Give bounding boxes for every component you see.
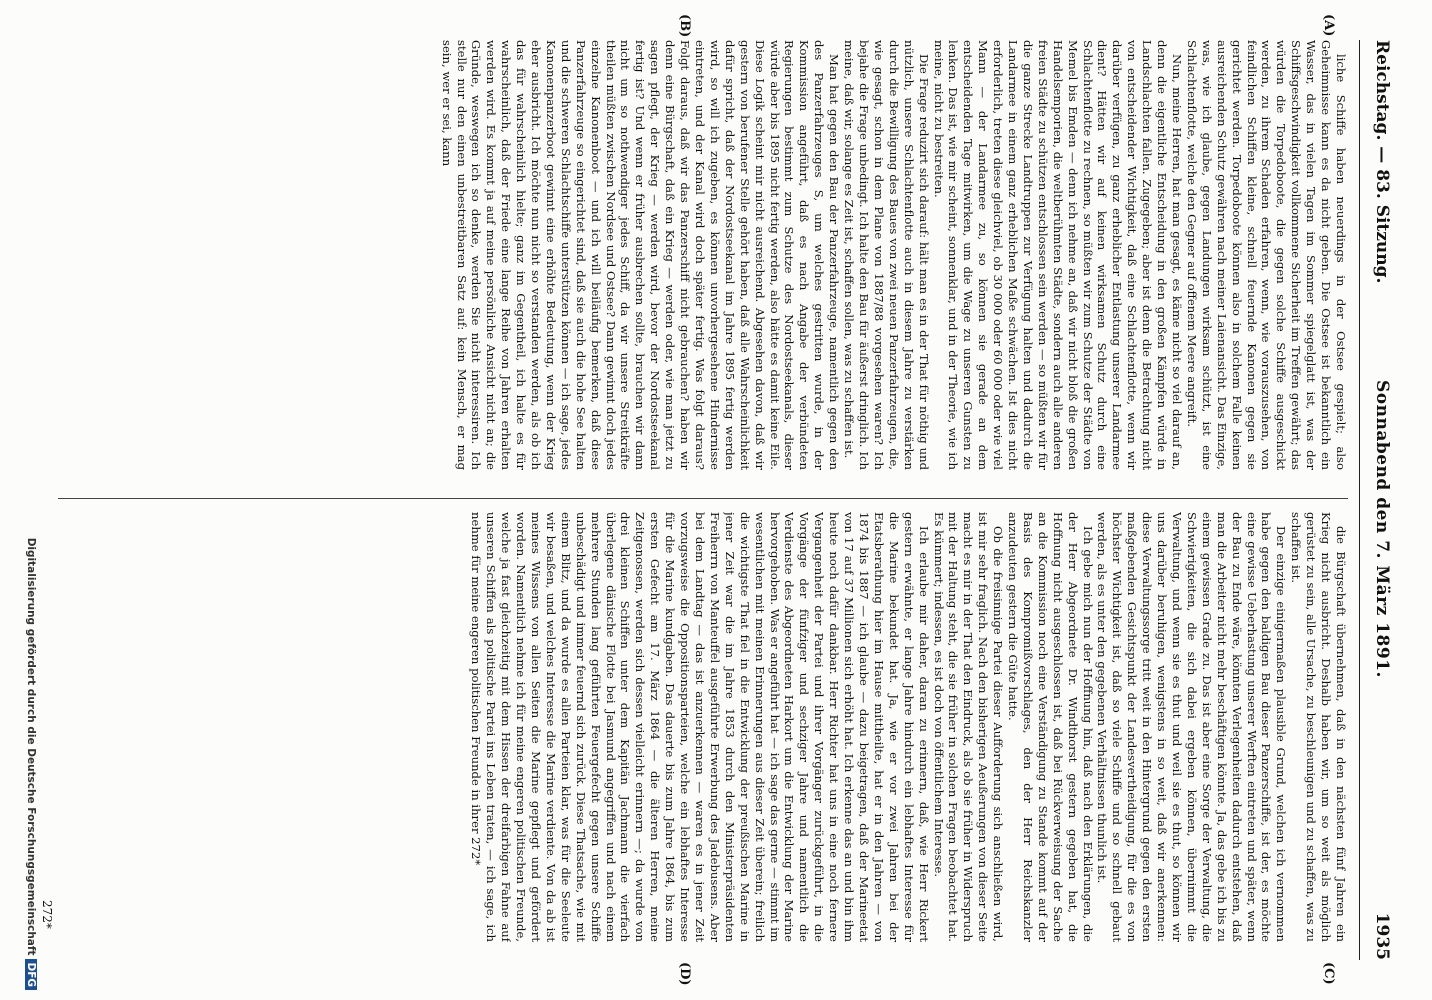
credit-text: Digitalisierung gefördert durch die Deutsche Forschungsgemeinschaft: [25, 537, 37, 956]
margin-marker-a: (A): [1321, 14, 1336, 37]
left-column: [58, 40, 1348, 470]
paragraph: Ich gebe mich nun der Hoffnung hin, daß nach den Erklärungen, die der Herr Abgeordnete Dr. Windthorst gestern gegeben hat, die Hoffnung nicht ausgeschlossen ist, daß bei Rückverweisung der Sache an die Kommission noch eine Verständigung zu Stande kommt auf der Basis des Kompromißvorschlages, den der Herr Reichskanzler anzudeuten gestern die Güte hatte.: [1006, 512, 1095, 942]
right-column: [58, 512, 1348, 942]
paragraph: Die Frage reduzirt sich darauf: hält man es in der That für nöthig und nützlich, unsere Schlachtenflotte auch in diesem Jahre zu verstärken durch die Bewilligung des Baues von zwei neuen Panzerfahrzeugen, die, wie gesagt, schon in dem Plane von 1887/88 vorgesehen waren? Ich bejahe die Frage unbedingt. Ich halte den Bau für äußerst dringlich. Ich meine, daß wir, solange es Zeit ist, schaffen sollen, was zu schaffen ist.: [842, 40, 931, 470]
paragraph: Man hat gegen den Bau der Panzerfahrzeuge, namentlich gegen den des Panzerfahrzeuges S, um welches gestritten wurde, in der Kommission angeführt, daß es nach Angabe der verbündeten Regierungen bestimmt zum Schutze des Nordostseekanals, dieser würde aber bis 1895 nicht fertig werden, also hätte es damit keine Eile. Diese Logik scheint mir nicht ausreichend. Abgesehen davon, daß wir gestern von berufener Stelle gehört haben, daß alle Wahrscheinlichkeit dafür spricht, daß der Nordostseekanal im Jahre 1895 fertig werden wird, so will ich zugeben, es können unvorhergesehene Hindernisse eintreten, und der Kanal wird doch später fertig. Was folgt daraus? Folgt daraus, daß wir das Panzerschiff nicht gebrauchen? haben wir denn eine Bürgschaft, daß ein Krieg — werden oder, wie man jetzt zu sagen pflegt, der Krieg — werden wird, bevor der Nordostseekanal fertig ist? Und wenn er früher ausbrechen sollte, brauchen wir dann nicht um so nothwendiger jedes Schiff, da wir unsere Streitkräfte theilen müßten zwischen Nordsee und Ostsee? Dann gewinnt doch jedes einzelne Kanonenboot — und ich will beiläufig bemerken, daß diese Panzerfahrzeuge so eingerichtet sind, daß sie auch die hohe See halten und die schweren Schlachtschiffe unterstützen können — ich sage, jedes Kanonenpanzerboot gewinnt eine erhöhte Bedeutung, wenn der Krieg eher ausbricht. Ich möchte nun nicht so verstanden werden, als ob ich das für wahrscheinlich hielte; ganz im Gegentheil, ich halte es für wahrscheinlich, daß der Friede eine lange Reihe von Jahren erhalten werden wird. Es kommt ja auf meine persönliche Ansicht nicht an; die Gründe, weswegen ich so denke, werden Sie nicht interessiren. Ich stelle nur den einen unbestreitbaren Satz auf: kein Mensch, er mag sein, wer er sei, kann: [439, 40, 842, 470]
signature-mark: 272*: [40, 900, 54, 929]
paragraph: die Bürgschaft übernehmen, daß in den nächsten fünf Jahren ein Krieg nicht ausbricht. Deshalb haben wir, um so weit als möglich gerüstet zu sein, alle Ursache, zu beschleunigen und zu schaffen, was zu schaffen ist.: [1289, 512, 1348, 942]
margin-marker-d: (D): [677, 962, 692, 986]
digitization-credit: [25, 470, 37, 990]
paragraph: liche Schiffe haben neuerdings in der Ostsee gespielt; also Geheimnisse kann es da nicht geben. Die Ostsee ist bekanntlich ein Wasser, das in vielen Tagen im Sommer spiegelglatt ist, was der Schiffsgeschwindigkeit vollkommene Sicherheit im Treffen gewährt; das würden die Torpedoboote, die gegen solche Schiffe ausgeschickt werden, zu ihrem Schaden erfahren, wenn, wie vorauszusehen, von feindlichen Schiffen kleine, schnell feuernde Kanonen gegen sie gerichtet werden. Torpedoboote können also in solchem Falle keinen ausreichenden Schutz gewähren nach meiner Laienansicht. Das Einzige, was, wie ich glaube, gegen Landungen wirksam schützt, ist eine Schlachtenflotte, welche den Gegner auf offenem Meere angreift.: [1184, 40, 1348, 470]
paragraph: Der einzige einigermaßen plausible Grund, welchen ich vernommen habe gegen den baldigen Bau dieser Panzerschiffe, ist der, es möchte eine gewisse Ueberhastung unserer Werften eintreten und später, wenn der Bau zu Ende wäre, könnten Verlegenheiten dadurch entstehen, daß man die Arbeiter nicht mehr beschäftigen könnte. Ja, das gebe ich bis zu einem gewissen Grade zu. Das ist aber eine Sorge der Verwaltung, die Schwierigkeiten, die sich dabei ergeben können, übernimmt die Verwaltung, und wenn sie es thut und weil sie es thut, so können wir uns darüber beruhigen, wenigstens in so weit, daß wir anerkennen: diese Verwaltungssorge tritt weit in den Hintergrund gegen den ersten maßgebenden Gesichtspunkt der Landesvertheidigung, für die es von höchster Wichtigkeit ist, daß so viele Schiffe und so schnell gebaut werden, als es unter den gegebenen Verhältnissen thunlich ist.: [1095, 512, 1289, 942]
header-session: Reichstag. — 83. Sitzung.: [1372, 40, 1392, 284]
margin-marker-c: (C): [1321, 962, 1336, 985]
paragraph: Ich erlaube mir daher, daran zu erinnern, daß, wie Herr Rickert gestern erwähnte, er lange Jahre hindurch ein lebhaftes Interesse für die Marine bekundet hat. Ja, wie er vor zwei Jahren bei der Etatsberathung hier im Hause mittheilte, hat er in den Jahren — von 1874 bis 1887 — ich glaube — dazu beigetragen, daß der Marineetat von 17 auf 37 Millionen sich erhöht hat. Ich erkenne das an und bin ihm heute noch dafür dankbar. Herr Richter hat uns in eine noch fernere Vergangenheit der Partei und ihrer Vorgänger zurückgeführt, in die Vorgänge der fünfziger und sechziger Jahre und namentlich die Verdienste des Abgeordneten Harkort um die Entwicklung der Marine hervorgehoben. Was er angeführt hat — ich sage das gerne — stimmt im wesentlichen mit meinen Erinnerungen aus dieser Zeit überein; freilich die wichtigste That fiel in die Entwicklung der preußischen Marine in jener Zeit war die im Jahre 1853 durch den Ministerpräsidenten Freiherrn von Manteuffel ausgeführte Erwerbung des Jadebusens. Aber bei dem Landtag — das ist anzuerkennen — waren es in jener Zeit vorzugsweise die Oppositionsparteien, welche ein lebhaftes Interesse für die Marine kundgaben. Das dauerte bis zum Jahre 1864, bis zum ersten Gefecht am 17. März 1864 — die älteren Herren, meine Zeitgenossen, werden sich dessen vielleicht erinnern —; da wurde von drei kleinen Schiffen unter dem Kapitän Jachmann die vierfach überlegene dänische Flotte bei Jasmund angegriffen und nach einem mehrere Stunden lang geführten Feuergefecht gegen unsere Schiffe unbeschädigt und immer feuernd sich zurück. Diese Thatsache, wie mit einem Blitz, und da wurde es allen Parteien klar, was für die Seeleute wir besaßen, und welches Interesse die Marine verdiente. Von da ab ist meines Wissens von allen Seiten die Marine gepflegt und gefördert worden. Namentlich nehme ich für meine engeren politischen Freunde, welche ja fast gleichzeitig mit dem Hissen der dreifarbigen Fahne auf unseren Schiffen als politische Partei ins Leben traten, — ich sage, ich nehme für meine engeren politischen Freunde in ihrer 272*: [469, 512, 931, 942]
paragraph: Nun, meine Herren, hat man gesagt, es käme nicht so viel darauf an, denn die eigentliche Entscheidung in den großen Kämpfen würde in Landschlachten fallen. Zugegeben; aber ist denn die Betrachtung nicht von entscheidender Wichtigkeit, daß eine Schlachtenflotte, wenn wir darüber verfügen, zu ganz erheblicher Entlastung unserer Landarmee dient? Hätten wir auf keinen wirksamen Schutz durch eine Schlachtenflotte zu rechnen, so müßten wir zum Schutze der Städte von Memel bis Emden — denn ich nehme an, daß wir nicht bloß die großen Handelsemporien, die weltberühmten Städte, sondern auch alle anderen freien Städte zu schützen entschlossen sein werden — so müßten wir für die ganze Strecke Landtruppen zur Verfügung halten und dadurch die Landarmee in einem ganz erheblichen Maße schwächen. Ist dies nicht erforderlich, treten diese gleichviel, ob 30 000 oder 60 000 oder wie viel Mann — der Landarmee zu, so können sie gerade an dem entscheidenden Tage mitwirken, um die Wage zu unseren Gunsten zu lenken. Das ist, wie mir scheint, sonnenklar, und in der Theorie, wie ich meine, nicht zu bestreiten.: [931, 40, 1185, 470]
dfg-logo: DFG: [25, 959, 37, 990]
column-divider: [58, 498, 1348, 499]
margin-marker-b: (B): [677, 14, 692, 38]
header-date: Sonnabend den 7. März 1891.: [1372, 380, 1392, 678]
paragraph: Ob die freisinnige Partei dieser Aufforderung sich anschließen wird, ist mir sehr fraglich. Nach den bisherigen Aeußerungen von dieser Seite macht es mir in der That den Eindruck, als ob sie früher in Widerspruch mit der Haltung steht, die sie früher in solchen Fragen beobachtet hat. Es kümmert; indessen, es ist doch von öffentlichem Interesse.: [931, 512, 1006, 942]
header-page-number: 1935: [1372, 912, 1392, 960]
page-header: [1359, 40, 1400, 960]
